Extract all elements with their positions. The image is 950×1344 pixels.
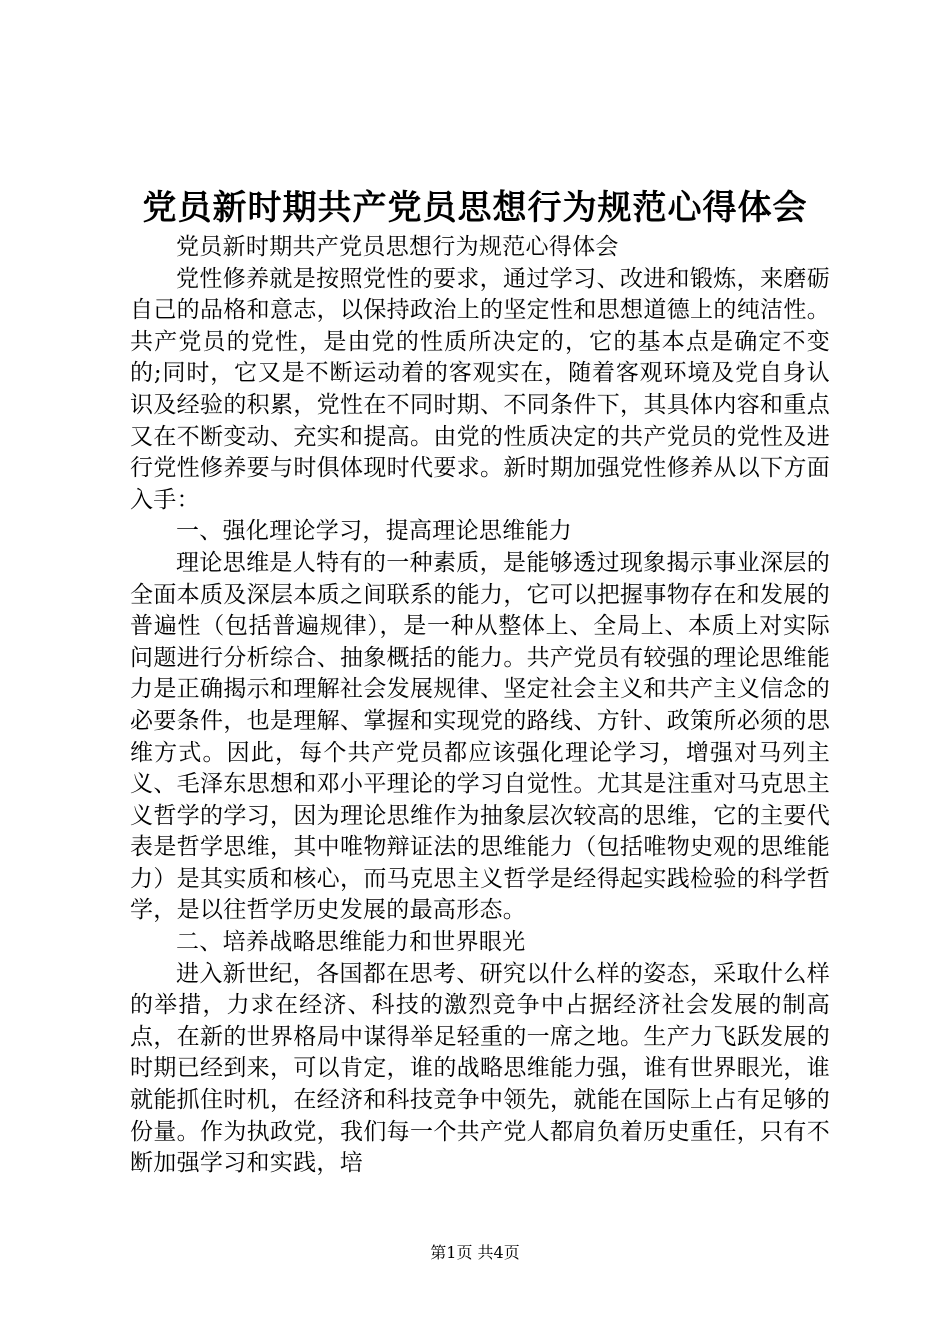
section-heading: 一、强化理论学习，提高理论思维能力 [176, 518, 573, 545]
body-paragraph: 进入新世纪，各国都在思考、研究以什么样的姿态，采取什么样的举措，力求在经济、科技的激烈竞争中占据经济社会发展的制高点，在新的世界格局中谋得举足轻重的一席之地。生产力飞跃发展的时期已经到来，可以肯定，谁的战略思维能力强，谁有世界眼光，谁就能抓住时机，在经济和科技竞争中领先，就能在国际上占有足够的份量。作为执政党，我们每一个共产党人都肩负着历史重任，只有不断加强学习和实践，培 [130, 960, 830, 1177]
subtitle-paragraph: 党员新时期共产党员思想行为规范心得体会 [176, 234, 619, 260]
body-paragraph: 党性修养就是按照党性的要求，通过学习、改进和锻炼，来磨砺自己的品格和意志，以保持政治上的坚定性和思想道德上的纯洁性。共产党员的党性，是由党的性质所决定的，它的基本点是确定不变的;同时，它又是不断运动着的客观实在，随着客观环境及党自身认识及经验的积累，党性在不同时期、不同条件下，其具体内容和重点又在不断变动、充实和提高。由党的性质决定的共产党员的党性及进行党性修养要与时俱体现时代要求。新时期加强党性修养从以下方面入手： [130, 265, 830, 513]
document-title: 党员新时期共产党员思想行为规范心得体会 [142, 188, 808, 228]
section-heading: 二、培养战略思维能力和世界眼光 [176, 929, 526, 956]
page-footer: 第1页 共4页 [430, 1243, 520, 1262]
body-paragraph: 理论思维是人特有的一种素质，是能够透过现象揭示事业深层的全面本质及深层本质之间联系的能力，它可以把握事物存在和发展的普遍性（包括普遍规律），是一种从整体上、全局上、本质上对实际问题进行分析综合、抽象概括的能力。共产党员有较强的理论思维能力是正确揭示和理解社会发展规律、坚定社会主义和共产主义信念的必要条件，也是理解、掌握和实现党的路线、方针、政策所必须的思维方式。因此，每个共产党员都应该强化理论学习，增强对马列主义、毛泽东思想和邓小平理论的学习自觉性。尤其是注重对马克思主义哲学的学习，因为理论思维作为抽象层次较高的思维，它的主要代表是哲学思维，其中唯物辩证法的思维能力（包括唯物史观的思维能力）是其实质和核心，而马克思主义哲学是经得起实践检验的科学哲学，是以往哲学历史发展的最高形态。 [130, 549, 830, 924]
document-body [130, 232, 830, 1180]
